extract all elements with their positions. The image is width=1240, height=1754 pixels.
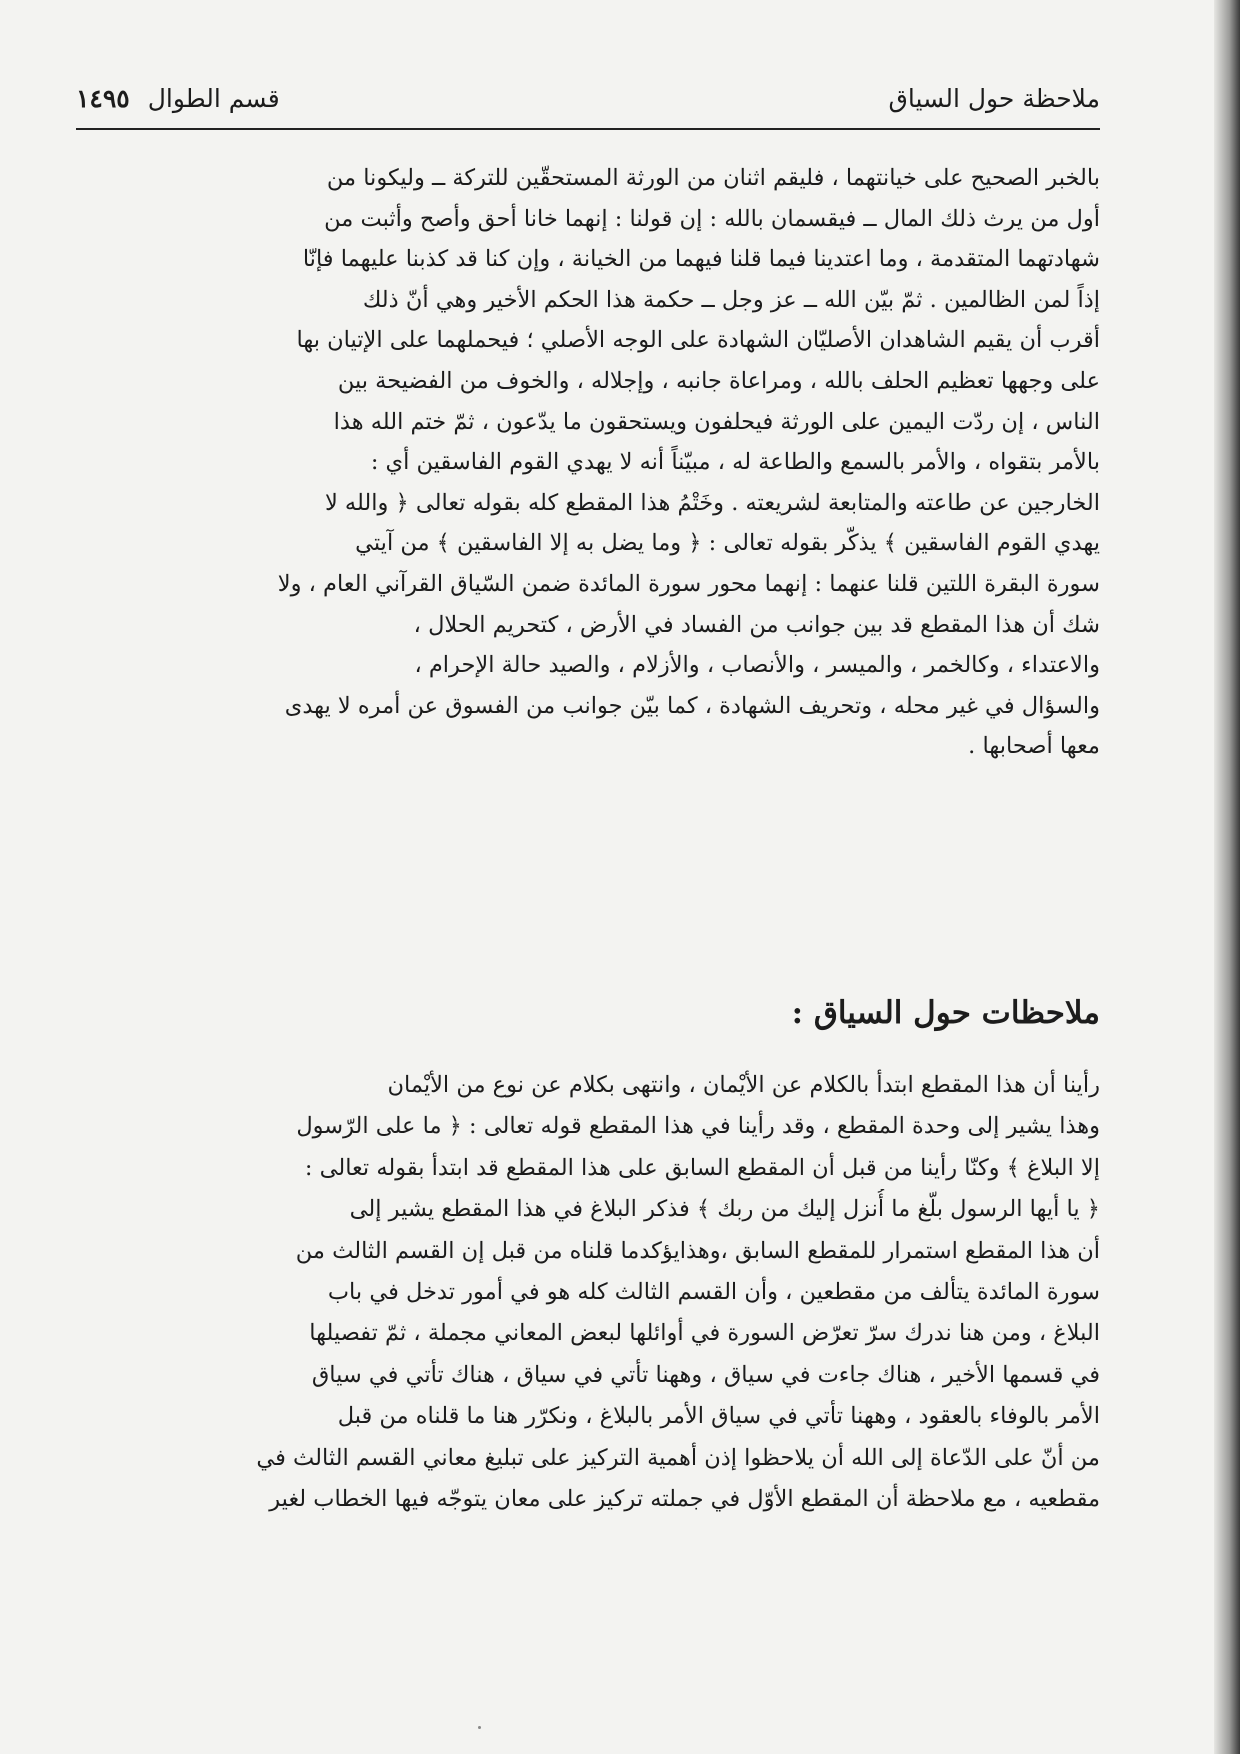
section-heading: ملاحظات حول السياق :	[791, 995, 1100, 1031]
text-line: معها أصحابها .	[968, 733, 1100, 760]
text-line: أن هذا المقطع استمرار للمقطع السابق ،وهذايؤكدما قلناه من قبل إن القسم الثالث من	[295, 1237, 1100, 1264]
text-line: سورة المائدة يتألف من مقطعين ، وأن القسم الثالث كله هو في أمور تدخل في باب	[327, 1279, 1100, 1306]
text-line: إلا البلاغ ﴾ وكنّا رأينا من قبل أن المقطع السابق على هذا المقطع قد ابتدأ بقوله تعالى :	[304, 1154, 1100, 1181]
text-line: على وجهها تعظيم الحلف بالله ، ومراعاة جانبه ، وإجلاله ، والخوف من الفضيحة بين	[337, 367, 1100, 394]
text-line: إذاً لمن الظالمين . ثمّ بيّن الله ــ عز وجل ــ حكمة هذا الحكم الأخير وهي أنّ ذلك	[362, 286, 1100, 313]
scan-speck	[478, 1726, 481, 1729]
text-line: ﴿ يا أيها الرسول بلّغ ما أُنزل إليك من ربك ﴾ فذكر البلاغ في هذا المقطع يشير إلى	[349, 1196, 1100, 1223]
text-line: سورة البقرة اللتين قلنا عنهما : إنهما محور سورة المائدة ضمن السّياق القرآني العام ، ولا	[277, 570, 1100, 597]
text-line: الخارجين عن طاعته والمتابعة لشريعته . وخَتْمُ هذا المقطع كله بقوله تعالى ﴿ والله لا	[324, 489, 1100, 516]
page-number: ١٤٩٥	[76, 83, 130, 113]
text-line: البلاغ ، ومن هنا ندرك سرّ تعرّض السورة في أوائلها لبعض المعاني مجملة ، ثمّ تفصيلها	[309, 1320, 1100, 1347]
text-line: مقطعيه ، مع ملاحظة أن المقطع الأوّل في جملته تركيز على معان يتوجّه فيها الخطاب لغير	[269, 1486, 1100, 1513]
paragraph-context-notes	[76, 1065, 1100, 1520]
header-left-group	[76, 84, 280, 113]
text-line: بالخبر الصحيح على خيانتهما ، فليقم اثنان من الورثة المستحقّين للتركة ــ وليكونا من	[326, 165, 1100, 191]
running-header	[76, 78, 1100, 118]
page-binding-shadow	[1214, 0, 1240, 1754]
text-line: من أنّ على الدّعاة إلى الله أن يلاحظوا إذن أهمية التركيز على تبليغ معاني القسم الثالث في	[256, 1444, 1100, 1471]
text-line: شهادتهما المتقدمة ، وما اعتدينا فيما قلنا فيهما من الخيانة ، وإن كنا قد كذبنا عليهما فإنّا	[302, 246, 1100, 273]
header-rule	[76, 128, 1100, 130]
chapter-title: ملاحظة حول السياق	[888, 83, 1100, 113]
text-line: والسؤال في غير محله ، وتحريف الشهادة ، كما بيّن جوانب من الفسوق عن أمره لا يهدى	[284, 692, 1100, 719]
text-line: أقرب أن يقيم الشاهدان الأصليّان الشهادة على الوجه الأصلي ؛ فيحملهما على الإتيان بها	[296, 327, 1100, 354]
text-line: شك أن هذا المقطع قد بين جوانب من الفساد في الأرض ، كتحريم الحلال ،	[413, 611, 1100, 638]
text-line: الأمر بالوفاء بالعقود ، وههنا تأتي في سياق الأمر بالبلاغ ، ونكرّر هنا ما قلناه من قبل	[337, 1403, 1100, 1430]
paragraph-commentary	[76, 158, 1100, 767]
text-line: الناس ، إن ردّت اليمين على الورثة فيحلفون ويستحقون ما يدّعون ، ثمّ ختم الله هذا	[333, 408, 1100, 435]
text-line: بالأمر بتقواه ، والأمر بالسمع والطاعة له ، مبيّناً أنه لا يهدي القوم الفاسقين أي :	[370, 449, 1100, 476]
text-line: رأينا أن هذا المقطع ابتدأ بالكلام عن الأيْمان ، وانتهى بكلام عن نوع من الأيْمان	[387, 1072, 1100, 1098]
text-line: يهدي القوم الفاسقين ﴾ يذكّر بقوله تعالى : ﴿ وما يضل به إلا الفاسقين ﴾ من آيتي	[355, 530, 1100, 557]
section-title: قسم الطوال	[147, 83, 280, 113]
text-line: أول من يرث ذلك المال ــ فيقسمان بالله : إن قولنا : إنهما خانا أحق وأصح وأثبت من	[324, 205, 1100, 232]
text-line: وهذا يشير إلى وحدة المقطع ، وقد رأينا في هذا المقطع قوله تعالى : ﴿ ما على الرّسول	[296, 1113, 1100, 1140]
text-line: والاعتداء ، وكالخمر ، والميسر ، والأنصاب ، والأزلام ، والصيد حالة الإحرام ،	[414, 652, 1100, 679]
text-line: في قسمها الأخير ، هناك جاءت في سياق ، وههنا تأتي في سياق ، هناك تأتي في سياق	[311, 1361, 1100, 1388]
